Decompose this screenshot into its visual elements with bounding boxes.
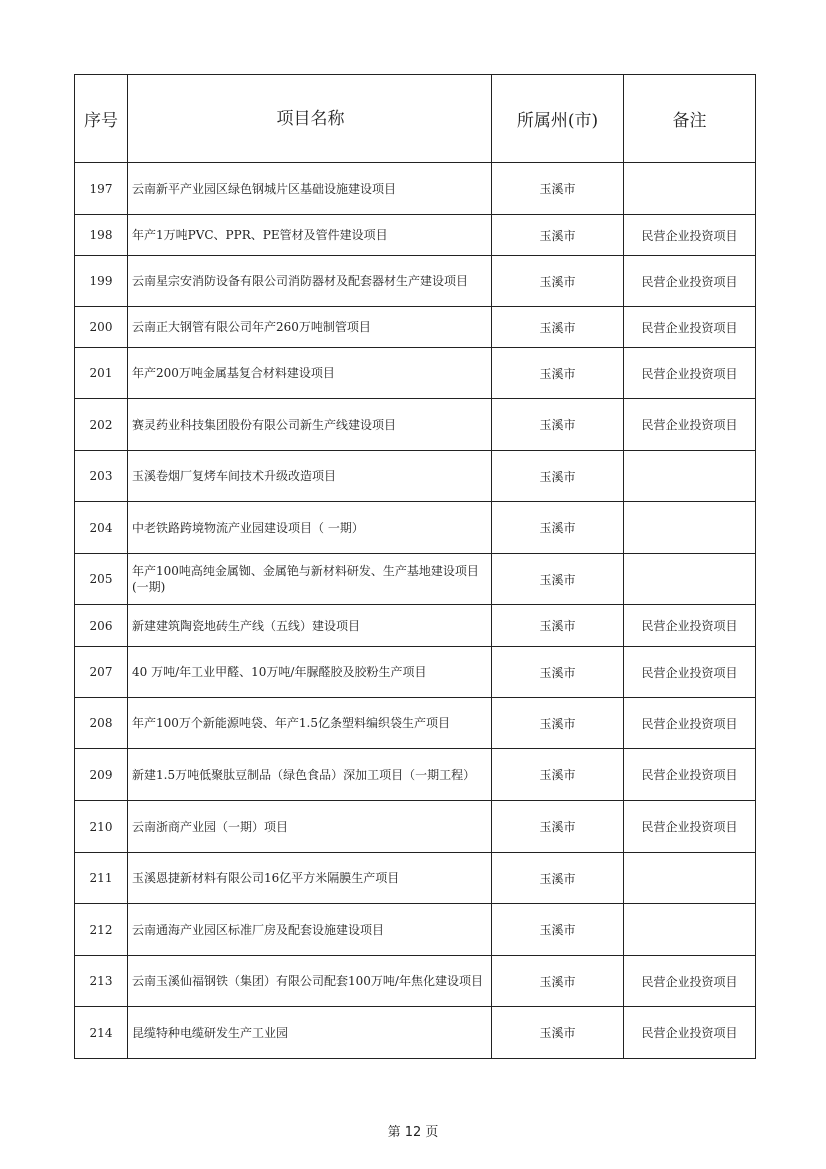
- table-row: [75, 956, 756, 1007]
- cell-project-name: 云南玉溪仙福钢铁（集团）有限公司配套100万吨/年焦化建设项目: [128, 956, 492, 1007]
- table-row: [75, 348, 756, 399]
- cell-remarks: 民营企业投资项目: [624, 605, 756, 647]
- cell-remarks: 民营企业投资项目: [624, 749, 756, 801]
- table-header-row: [75, 75, 756, 163]
- table-row: [75, 502, 756, 554]
- cell-serial-number: 200: [75, 307, 128, 348]
- cell-project-name: 云南新平产业园区绿色钢城片区基础设施建设项目: [128, 163, 492, 215]
- cell-serial-number: 206: [75, 605, 128, 647]
- cell-remarks: [624, 451, 756, 502]
- table-row: [75, 904, 756, 956]
- cell-remarks: 民营企业投资项目: [624, 307, 756, 348]
- cell-project-name: 40 万吨/年工业甲醛、10万吨/年脲醛胶及胶粉生产项目: [128, 647, 492, 698]
- cell-prefecture-city: 玉溪市: [492, 215, 624, 256]
- table-body: [75, 163, 756, 1059]
- page-number: 第 12 页: [387, 1125, 439, 1140]
- cell-prefecture-city: 玉溪市: [492, 1007, 624, 1059]
- cell-prefecture-city: 玉溪市: [492, 348, 624, 399]
- cell-serial-number: 210: [75, 801, 128, 853]
- cell-remarks: 民营企业投资项目: [624, 1007, 756, 1059]
- table-row: [75, 698, 756, 749]
- cell-remarks: [624, 853, 756, 904]
- cell-serial-number: 204: [75, 502, 128, 554]
- cell-remarks: 民营企业投资项目: [624, 956, 756, 1007]
- table-row: [75, 307, 756, 348]
- cell-prefecture-city: 玉溪市: [492, 904, 624, 956]
- cell-remarks: [624, 502, 756, 554]
- cell-project-name: 新建建筑陶瓷地砖生产线（五线）建设项目: [128, 605, 492, 647]
- cell-project-name: 玉溪卷烟厂复烤车间技术升级改造项目: [128, 451, 492, 502]
- project-table: [74, 74, 756, 1059]
- cell-project-name: 玉溪恩捷新材料有限公司16亿平方米隔膜生产项目: [128, 853, 492, 904]
- table-row: [75, 749, 756, 801]
- cell-serial-number: 213: [75, 956, 128, 1007]
- table-row: [75, 256, 756, 307]
- cell-project-name: 云南星宗安消防设备有限公司消防器材及配套器材生产建设项目: [128, 256, 492, 307]
- cell-prefecture-city: 玉溪市: [492, 801, 624, 853]
- cell-prefecture-city: 玉溪市: [492, 554, 624, 605]
- cell-prefecture-city: 玉溪市: [492, 451, 624, 502]
- cell-prefecture-city: 玉溪市: [492, 749, 624, 801]
- cell-remarks: 民营企业投资项目: [624, 215, 756, 256]
- cell-project-name: 年产100万个新能源吨袋、年产1.5亿条塑料编织袋生产项目: [128, 698, 492, 749]
- cell-serial-number: 209: [75, 749, 128, 801]
- cell-remarks: 民营企业投资项目: [624, 801, 756, 853]
- header-prefecture-city: 所属州(市): [492, 75, 624, 163]
- cell-remarks: 民营企业投资项目: [624, 647, 756, 698]
- cell-serial-number: 207: [75, 647, 128, 698]
- cell-remarks: 民营企业投资项目: [624, 698, 756, 749]
- table-row: [75, 853, 756, 904]
- table-row: [75, 399, 756, 451]
- cell-remarks: [624, 904, 756, 956]
- table-row: [75, 451, 756, 502]
- cell-prefecture-city: 玉溪市: [492, 853, 624, 904]
- cell-remarks: 民营企业投资项目: [624, 399, 756, 451]
- cell-serial-number: 208: [75, 698, 128, 749]
- cell-project-name: 中老铁路跨境物流产业园建设项目（ 一期）: [128, 502, 492, 554]
- cell-project-name: 云南正大钢管有限公司年产260万吨制管项目: [128, 307, 492, 348]
- cell-project-name: 云南浙商产业园（一期）项目: [128, 801, 492, 853]
- cell-serial-number: 211: [75, 853, 128, 904]
- cell-serial-number: 199: [75, 256, 128, 307]
- cell-serial-number: 205: [75, 554, 128, 605]
- cell-prefecture-city: 玉溪市: [492, 956, 624, 1007]
- cell-project-name: 赛灵药业科技集团股份有限公司新生产线建设项目: [128, 399, 492, 451]
- cell-project-name: 年产200万吨金属基复合材料建设项目: [128, 348, 492, 399]
- cell-serial-number: 201: [75, 348, 128, 399]
- cell-serial-number: 212: [75, 904, 128, 956]
- cell-project-name: 年产100吨高纯金属铷、金属铯与新材料研发、生产基地建设项目(一期): [128, 554, 492, 605]
- table-row: [75, 215, 756, 256]
- cell-serial-number: 202: [75, 399, 128, 451]
- cell-project-name: 昆缆特种电缆研发生产工业园: [128, 1007, 492, 1059]
- cell-prefecture-city: 玉溪市: [492, 502, 624, 554]
- header-serial-number: 序号: [75, 75, 128, 163]
- cell-prefecture-city: 玉溪市: [492, 399, 624, 451]
- table-row: [75, 554, 756, 605]
- cell-serial-number: 214: [75, 1007, 128, 1059]
- cell-serial-number: 198: [75, 215, 128, 256]
- cell-remarks: 民营企业投资项目: [624, 348, 756, 399]
- cell-project-name: 云南通海产业园区标准厂房及配套设施建设项目: [128, 904, 492, 956]
- cell-prefecture-city: 玉溪市: [492, 647, 624, 698]
- cell-prefecture-city: 玉溪市: [492, 605, 624, 647]
- cell-serial-number: 197: [75, 163, 128, 215]
- cell-prefecture-city: 玉溪市: [492, 256, 624, 307]
- cell-remarks: [624, 554, 756, 605]
- header-remarks: 备注: [624, 75, 756, 163]
- cell-prefecture-city: 玉溪市: [492, 307, 624, 348]
- cell-prefecture-city: 玉溪市: [492, 698, 624, 749]
- table-row: [75, 801, 756, 853]
- table-row: [75, 647, 756, 698]
- header-project-name: 项目名称: [128, 75, 492, 163]
- table-row: [75, 605, 756, 647]
- cell-remarks: [624, 163, 756, 215]
- cell-project-name: 新建1.5万吨低聚肽豆制品（绿色食品）深加工项目（一期工程）: [128, 749, 492, 801]
- cell-project-name: 年产1万吨PVC、PPR、PE管材及管件建设项目: [128, 215, 492, 256]
- cell-remarks: 民营企业投资项目: [624, 256, 756, 307]
- cell-prefecture-city: 玉溪市: [492, 163, 624, 215]
- table-row: [75, 163, 756, 215]
- cell-serial-number: 203: [75, 451, 128, 502]
- table-row: [75, 1007, 756, 1059]
